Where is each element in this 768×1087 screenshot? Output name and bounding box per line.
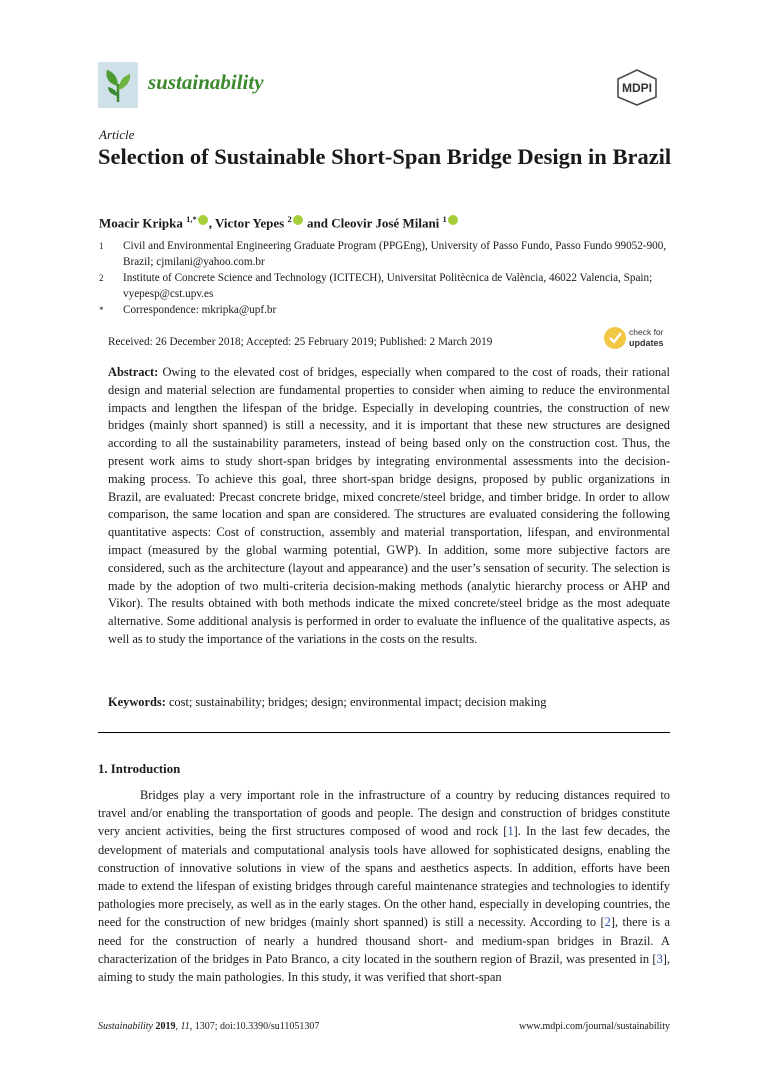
intro-text: ]. In the last few decades, the development of materials and computational analysis tools have allowed for sophisticated designs, enabling the construction of innovative solutions in view of the spans and aesthetics aspects. In addition, efforts have been made to extend the lifespan of existing bridges through careful maintenance strategies and technologies to identify pathologies more precisely, as well as in the early stages. On the other hand, especially in developing countries, the need for the construction of new bridges (mainly short spanned) is still a necessity. According to [ [98, 824, 670, 930]
orcid-icon[interactable] [293, 215, 303, 225]
affiliation-text: Civil and Environmental Engineering Graduate Program (PPGEng), University of Passo Fundo, Passo Fundo 99052-900, Brazil; cjmilani@yahoo.com.br [123, 240, 667, 268]
footer-journal: Sustainability [98, 1021, 153, 1032]
intro-text: ], aiming to study the main pathologies. In this study, it was verified that short-span [98, 951, 670, 985]
abstract [108, 364, 670, 649]
intro-text: Bridges play a very important role in the infrastructure of a country by reducing distances required to travel and/or enabling the transportation of goods and people. The design and construction of bridges constitute very ancient activities, being the first structures composed of wood and rock [ [98, 788, 670, 839]
affiliation-number: 2 [99, 273, 104, 283]
author-affil: 1 [442, 214, 447, 224]
footer-year: 2019 [155, 1021, 176, 1032]
affiliation-number: * [99, 305, 104, 315]
footer-url[interactable]: www.mdpi.com/journal/sustainability [518, 1021, 670, 1032]
section-divider [98, 732, 670, 733]
mdpi-text: MDPI [622, 81, 652, 95]
affiliation-number: 1 [99, 241, 104, 251]
affiliation [99, 302, 679, 318]
author-affil: 1,* [186, 214, 197, 224]
mdpi-logo[interactable] [612, 68, 662, 106]
footer-volume: 11 [180, 1021, 190, 1032]
orcid-icon[interactable] [198, 215, 208, 225]
citation-link[interactable]: 1 [507, 824, 514, 839]
author-list [99, 214, 459, 231]
check-for-updates-badge[interactable] [603, 324, 677, 352]
check-updates-line1: check for [629, 327, 664, 337]
check-updates-line2: updates [629, 338, 664, 348]
abstract-text: Owing to the elevated cost of bridges, especially when compared to the cost of roads, their rational design and material selection are fundamental properties to consider when aiming to reduce the environmental impacts and lengthen the lifespan of the bridge. Especially in developing countries, the construction of new bridges (mainly short spanned) is still a necessity, and it is important that these new structures are designed according to all the sustainability parameters, instead of being based only on the construction cost. Thus, the present work aims to study short-span bridges by integrating environmental assessments into the decision-making process. To achieve this goal, three short-span bridge designs, proposed by public organizations in Brazil, are evaluated: Precast concrete bridge, mixed concrete/steel bridge, and timber bridge. In order to allow comparison, the same location and span are considered. The structures are evaluated considering the following quantitative aspects: Cost of construction, assembly and material transportation, lifespan, and environmental impact (measured by the global warming potential, GWP). In addition, some more subjective factors are considered, such as the architecture (layout and appearance) and the user’s sensation of security. The selection is made by the adoption of two multi-criteria decision-making methods (analytic hierarchy process or AHP and Vikor). The results obtained with both methods indicate the mixed concrete/steel bridge as the most adequate alternative. Some additional analysis is performed in order to evaluate the influence of the qualitative aspects, as well as to study the importance of the variations in the costs on the results. [108, 365, 670, 646]
author-separator: and [303, 215, 332, 231]
affiliation [99, 238, 679, 270]
intro-paragraph [98, 786, 670, 986]
journal-name[interactable]: sustainability [148, 70, 264, 94]
keywords [108, 695, 670, 710]
keywords-label: Keywords: [108, 695, 166, 709]
keywords-text: cost; sustainability; bridges; design; environmental impact; decision making [168, 695, 547, 709]
correspondence-text: Correspondence: mkripka@upf.br [123, 304, 277, 316]
footer-citation: Sustainability 2019, 11, 1307; doi:10.3390/su11051307 [98, 1021, 320, 1032]
author-affil: 2 [287, 214, 292, 224]
section-heading: 1. Introduction [98, 762, 181, 776]
citation-link[interactable]: 2 [604, 915, 611, 930]
mdpi-hexagon-icon [612, 68, 662, 106]
author-name[interactable]: Moacir Kripka [99, 215, 183, 231]
author-name[interactable]: Cleovir José Milani [331, 215, 440, 231]
author-name[interactable]: Victor Yepes [215, 215, 285, 231]
orcid-icon[interactable] [448, 215, 458, 225]
article-title: Selection of Sustainable Short-Span Bridge Design in Brazil [98, 144, 672, 169]
publication-dates: Received: 26 December 2018; Accepted: 25 February 2019; Published: 2 March 2019 [108, 336, 493, 348]
check-updates-icon [603, 324, 677, 352]
citation-link[interactable]: 3 [656, 951, 663, 966]
article-type: Article [99, 127, 135, 142]
footer-doi[interactable]: , 1307; doi:10.3390/su11051307 [189, 1021, 320, 1032]
abstract-label: Abstract: [108, 365, 159, 379]
author-separator: , [208, 215, 216, 231]
leaf-sprout-icon [98, 62, 138, 108]
intro-text: ], there is a need for the construction of nearly a hundred thousand short- and medium-span bridges in Brazil. A characterization of the bridges in Pato Branco, a city located in the southern region of Brazil, was presented in [ [98, 915, 670, 966]
affiliation-text: Institute of Concrete Science and Technology (ICITECH), Universitat Politècnica de València, 46022 Valencia, Spain; vyepesp@cst.upv.es [123, 272, 653, 300]
affiliation [99, 270, 679, 302]
journal-logo [98, 62, 138, 108]
